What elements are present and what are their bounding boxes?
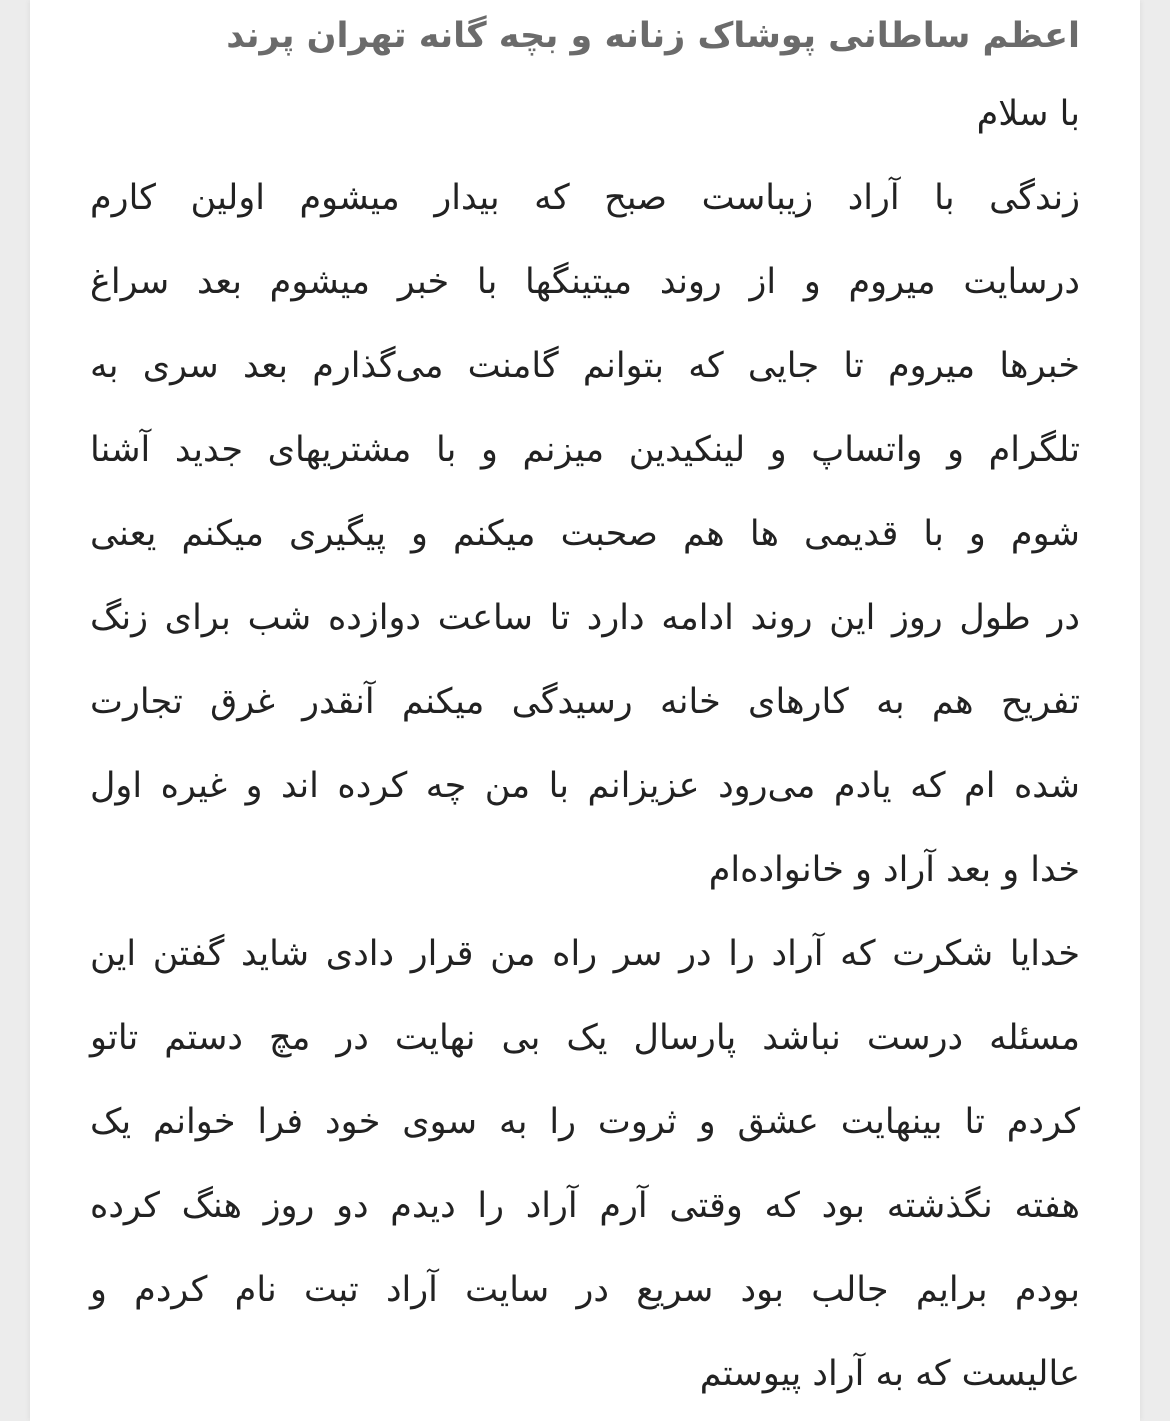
greeting-text: با سلام [976, 94, 1080, 134]
paragraph-line: خدایا شکرت که آراد را در سر راه من قرار دادی شاید گفتن این [90, 934, 1080, 974]
paragraph-line: درسایت میروم و از روند میتینگها با خبر میشوم بعد سراغ [90, 262, 1080, 302]
post-content [90, 0, 1080, 1416]
paragraph-line: کردم تا بینهایت عشق و ثروت را به سوی خود فرا خوانم یک [90, 1102, 1080, 1142]
paragraph-line: زندگی با آراد زیباست صبح که بیدار میشوم اولین کارم [90, 178, 1080, 218]
paragraph-line: عالیست که به آراد پیوستم [699, 1354, 1080, 1394]
paragraph-2 [90, 912, 1080, 1416]
paragraph-line: بودم برایم جالب بود سریع در سایت آراد تبت نام کردم و [90, 1270, 1080, 1310]
paragraph-line: شده ام که یادم می‌رود عزیزانم با من چه کرده اند و غیره اول [90, 766, 1080, 806]
paragraph-line: تفریح هم به کارهای خانه رسیدگی میکنم آنقدر غرق تجارت [90, 682, 1080, 722]
paragraph-line: در طول روز این روند ادامه دارد تا ساعت دوازده شب برای زنگ [90, 598, 1080, 638]
paragraph-line: مسئله درست نباشد پارسال یک بی نهایت در مچ دستم تاتو [90, 1018, 1080, 1058]
author-title: اعظم ساطانی پوشاک زنانه و بچه گانه تهران پرند [226, 16, 1080, 56]
paragraph-line: هفته نگذشته بود که وقتی آرم آراد را دیدم دو روز هنگ کرده [90, 1186, 1080, 1226]
paragraph-line: تلگرام و واتساپ و لینکیدین میزنم و با مشتریهای جدید آشنا [90, 430, 1080, 470]
paragraph-line: خبرها میروم تا جایی که بتوانم گامنت می‌گذارم بعد سری به [90, 346, 1080, 386]
paragraph-line: خدا و بعد آراد و خانواده‌ام [708, 850, 1080, 890]
paragraph-line: شوم و با قدیمی ها هم صحبت میکنم و پیگیری میکنم یعنی [90, 514, 1080, 554]
paragraph-1 [90, 156, 1080, 912]
post-card [30, 0, 1140, 1421]
